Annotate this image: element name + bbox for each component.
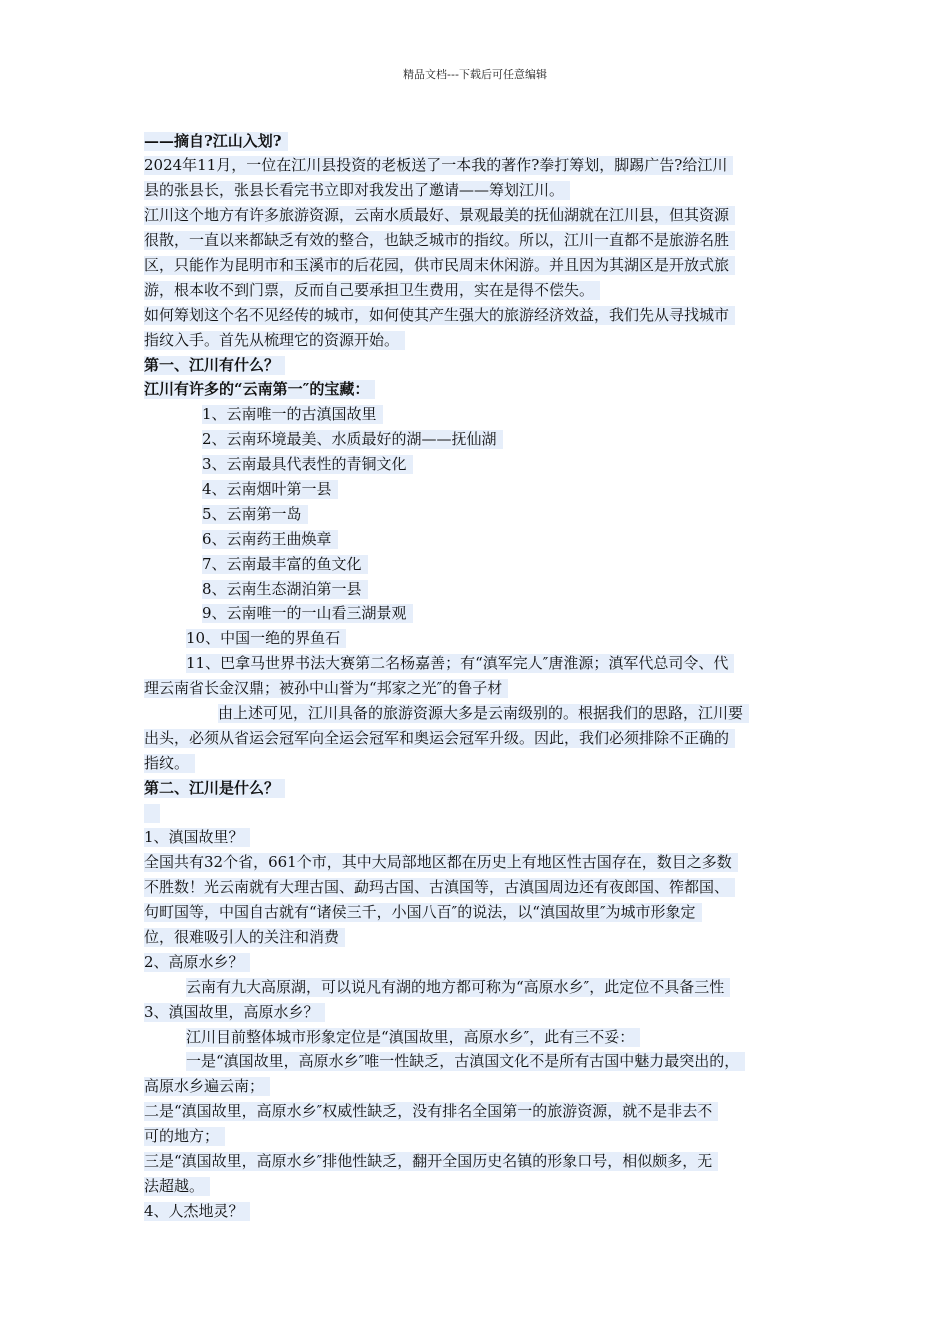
text-line [144, 178, 828, 203]
paragraph-text: 5、云南第一岛 [202, 505, 308, 524]
text-line [144, 775, 828, 800]
text-line [144, 949, 828, 974]
paragraph-text: 1、滇国故里？ [144, 828, 250, 847]
text-line [144, 402, 828, 427]
paragraph-text: 三是“滇国故里，高原水乡″排他性缺乏，翻开全国历史名镇的形象口号，相似颇多，无 [144, 1152, 718, 1171]
paragraph-text: 云南有九大高原湖，可以说凡有湖的地方都可称为“高原水乡″，此定位不具备三性 [186, 978, 730, 997]
text-line [144, 825, 828, 850]
paragraph-text: 2、云南环境最美、水质最好的湖——抚仙湖 [202, 430, 503, 449]
text-line [144, 576, 828, 601]
paragraph-text: 由上述可见，江川具备的旅游资源大多是云南级别的。根据我们的思路，江川要 [218, 704, 749, 723]
paragraph-text: 全国共有32个省，661个市，其中大局部地区都在历史上有地区性古国存在，数目之多数 [144, 853, 738, 872]
text-line [144, 601, 828, 626]
paragraph-text: 3、滇国故里，高原水乡？ [144, 1003, 325, 1022]
text-line [144, 900, 828, 925]
paragraph-text: 9、云南唯一的一山看三湖景观 [202, 604, 413, 623]
text-line [144, 1198, 828, 1223]
paragraph-text: 3、云南最具代表性的青铜文化 [202, 455, 413, 474]
text-line [144, 651, 828, 676]
text-line [144, 676, 828, 701]
text-line [144, 427, 828, 452]
text-line [144, 1024, 828, 1049]
text-line [144, 526, 828, 551]
text-line [144, 1049, 828, 1074]
paragraph-text: 很散，一直以来都缺乏有效的整合，也缺乏城市的指纹。所以，江川一直都不是旅游名胜 [144, 231, 735, 250]
text-line [144, 974, 828, 999]
paragraph-text: 法超越。 [144, 1177, 210, 1196]
paragraph-text: 2、高原水乡？ [144, 953, 250, 972]
paragraph-text: 句町国等，中国自古就有“诸侯三千，小国八百″的说法，以“滇国故里″为城市形象定 [144, 903, 702, 922]
text-line [144, 800, 828, 825]
paragraph-text: 江川这个地方有许多旅游资源，云南水质最好、景观最美的抚仙湖就在江川县，但其资源 [144, 206, 735, 225]
text-line [144, 228, 828, 253]
page-header: 精品文档---下载后可任意编辑 [403, 68, 547, 81]
paragraph-text: 高原水乡遍云南； [144, 1077, 270, 1096]
heading-text: ——摘自?江山入划? [144, 132, 288, 151]
text-line [144, 352, 828, 377]
paragraph-text: 江川目前整体城市形象定位是“滇国故里，高原水乡″，此有三不妥： [186, 1028, 640, 1047]
text-line [144, 128, 828, 153]
text-line [144, 700, 828, 725]
text-line [144, 302, 828, 327]
text-line [144, 750, 828, 775]
paragraph-text: 4、云南烟叶第一县 [202, 480, 338, 499]
paragraph-text: 6、云南药王曲焕章 [202, 530, 338, 549]
heading-text: 江川有许多的“云南第一″的宝藏： [144, 380, 375, 399]
text-line [144, 875, 828, 900]
text-line [144, 850, 828, 875]
paragraph-text: 如何筹划这个名不见经传的城市，如何使其产生强大的旅游经济效益，我们先从寻找城市 [144, 306, 735, 325]
document-body [144, 128, 828, 1223]
paragraph-text: 出头，必须从省运会冠军向全运会冠军和奥运会冠军升级。因此，我们必须排除不正确的 [144, 729, 735, 748]
text-line [144, 377, 828, 402]
paragraph-text: 指纹。 [144, 754, 195, 773]
paragraph-text: 位，很难吸引人的关注和消费 [144, 928, 345, 947]
text-line [144, 626, 828, 651]
paragraph-text: 理云南省长金汉鼎；被孙中山誉为“邦家之光″的鲁子材 [144, 679, 508, 698]
text-line [144, 725, 828, 750]
text-line [144, 277, 828, 302]
paragraph-text: 11、巴拿马世界书法大赛第二名杨嘉善；有“滇军完人″唐淮源；滇军代总司令、代 [186, 654, 734, 673]
paragraph-text [144, 804, 160, 823]
text-line [144, 1149, 828, 1174]
text-line [144, 327, 828, 352]
text-line [144, 501, 828, 526]
paragraph-text: 一是“滇国故里，高原水乡″唯一性缺乏，古滇国文化不是所有古国中魅力最突出的， [186, 1052, 745, 1071]
heading-text: 第二、江川是什么？ [144, 779, 285, 798]
paragraph-text: 区，只能作为昆明市和玉溪市的后花园，供市民周末休闲游。并且因为其湖区是开放式旅 [144, 256, 735, 275]
text-line [144, 153, 828, 178]
paragraph-text: 游，根本收不到门票，反而自己要承担卫生费用，实在是得不偿失。 [144, 281, 600, 300]
text-line [144, 1099, 828, 1124]
paragraph-text: 1、云南唯一的古滇国故里 [202, 405, 383, 424]
paragraph-text: 2024年11月，一位在江川县投资的老板送了一本我的著作?拳打筹划，脚踢广告?给江川 [144, 156, 733, 175]
text-line [144, 1173, 828, 1198]
paragraph-text: 县的张县长，张县长看完书立即对我发出了邀请——筹划江川。 [144, 181, 570, 200]
paragraph-text: 7、云南最丰富的鱼文化 [202, 555, 368, 574]
text-line [144, 551, 828, 576]
text-line [144, 1074, 828, 1099]
paragraph-text: 二是“滇国故里，高原水乡″权威性缺乏，没有排名全国第一的旅游资源，就不是非去不 [144, 1102, 718, 1121]
text-line [144, 252, 828, 277]
paragraph-text: 8、云南生态湖泊第一县 [202, 580, 368, 599]
paragraph-text: 指纹入手。首先从梳理它的资源开始。 [144, 331, 405, 350]
text-line [144, 476, 828, 501]
text-line [144, 925, 828, 950]
paragraph-text: 不胜数！光云南就有大理古国、勐玛古国、古滇国等，古滇国周边还有夜郎国、筰都国、 [144, 878, 735, 897]
text-line [144, 203, 828, 228]
heading-text: 第一、江川有什么？ [144, 356, 285, 375]
text-line [144, 1124, 828, 1149]
paragraph-text: 4、人杰地灵？ [144, 1202, 250, 1221]
paragraph-text: 10、中国一绝的界鱼石 [186, 629, 346, 648]
paragraph-text: 可的地方； [144, 1127, 225, 1146]
text-line [144, 999, 828, 1024]
text-line [144, 452, 828, 477]
